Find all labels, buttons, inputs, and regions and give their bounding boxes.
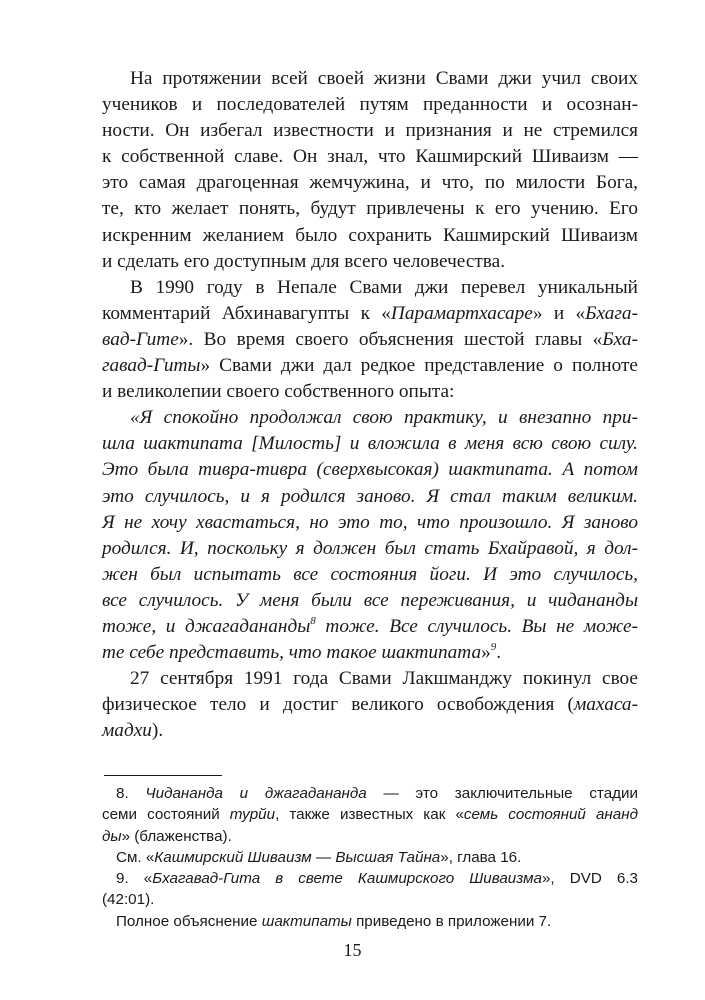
text-line: 27 сентября 1991 года Свами Лакшманджу покинул свое xyxy=(130,668,638,690)
text-line xyxy=(102,718,638,744)
text-run: ). xyxy=(151,720,164,742)
text-line xyxy=(102,301,638,327)
text-run: семи состояний xyxy=(102,806,230,824)
footnote-9-line xyxy=(102,868,638,889)
term: ды xyxy=(102,827,122,845)
book-title: Кашмирский Шиваизм — Высшая Тайна xyxy=(154,848,441,866)
text-run: » и « xyxy=(532,302,586,324)
quote-line: все случилось. У меня были все переживания, и чидананды xyxy=(102,589,638,611)
footnote-ref-8[interactable]: 8 xyxy=(310,614,316,627)
quote-line: жен был испытать все состояния йоги. И это случилось, xyxy=(102,563,638,585)
closing-quote: » xyxy=(481,642,491,664)
text-run: 9. « xyxy=(116,870,153,888)
footnote-9-line: (42:01). xyxy=(102,891,155,909)
text-run: физическое тело и достиг великого освобождения ( xyxy=(102,694,574,716)
footnote-8-line xyxy=(102,826,638,847)
footnote-ref-9[interactable]: 9 xyxy=(490,641,497,654)
quote-line: «Я спокойно продолжал свою практику, и внезапно при- xyxy=(130,407,638,429)
text-line: В 1990 году в Непале Свами джи перевел уникальный xyxy=(130,276,638,298)
page-number: 15 xyxy=(343,940,362,960)
text-run: » (блаженства). xyxy=(121,827,232,845)
text-run: », DVD 6.3 xyxy=(541,870,638,888)
footnote-8-line xyxy=(102,783,638,804)
term: махаса- xyxy=(573,694,638,716)
work-title: Бхага- xyxy=(585,302,638,324)
text-line: к собственной славе. Он знал, что Кашмирский Шиваизм — xyxy=(102,146,638,168)
text-line: и великолепии своего собственного опыта: xyxy=(102,381,455,403)
term: турйи xyxy=(229,806,276,824)
text-run: тоже. Все случилось. Вы не може- xyxy=(315,615,639,637)
text-run: Полное объяснение xyxy=(116,912,262,930)
footnote-reference-line xyxy=(102,847,638,868)
quote-line: Это была тивра-тивра (сверхвысокая) шактипата. А потом xyxy=(102,459,638,481)
work-title: гавад-Гиты xyxy=(102,355,201,377)
block-quote xyxy=(102,405,638,666)
text-run: », глава 16. xyxy=(440,848,522,866)
text-line: искренним желанием было сохранить Кашмирский Шиваизм xyxy=(102,224,638,246)
term: семь состояний ананд xyxy=(463,806,638,824)
text-line: это самая драгоценная жемчужина, и что, по милости Бога, xyxy=(102,172,638,194)
work-title: Парамартхасаре xyxy=(390,302,533,324)
main-text xyxy=(102,66,638,744)
paragraph-2 xyxy=(102,275,638,405)
quote-line: Я не хочу хвастаться, но это то, что произошло. Я заново xyxy=(102,511,638,533)
text-line: те, кто желает понять, будут привлечены к его учению. Его xyxy=(102,198,638,220)
text-run: те себе представить, что такое шактипата xyxy=(102,642,482,664)
text-run: приведено в приложении 7. xyxy=(351,912,552,930)
work-title: Бхагавад-Гита в свете Кашмирского Шиваизма xyxy=(152,870,542,888)
term: Чидананда и джагадананда xyxy=(145,785,367,802)
text-line: учеников и последователей путям преданности и осознан- xyxy=(102,94,638,116)
text-run: комментарий Абхинавагупты к « xyxy=(102,302,391,324)
text-line xyxy=(102,353,638,379)
footnote-appendix-line xyxy=(102,911,638,932)
text-run: тоже, и джагадананды xyxy=(102,615,311,637)
text-line: На протяжении всей своей жизни Свами джи учил своих xyxy=(130,68,638,89)
text-run: . xyxy=(496,642,502,664)
text-line: ности. Он избегал известности и признания и не стремился xyxy=(102,120,638,142)
quote-line: родился. И, поскольку я должен был стать Бхайравой, я дол- xyxy=(102,537,638,559)
footnotes xyxy=(102,783,638,932)
quote-line xyxy=(102,614,638,640)
paragraph-3 xyxy=(102,666,638,744)
text-line xyxy=(102,692,638,718)
text-line: и сделать его доступным для всего человечества. xyxy=(102,250,506,272)
footnote-8-line xyxy=(102,804,638,825)
quote-line xyxy=(102,640,638,666)
text-run: См. « xyxy=(116,848,155,866)
quote-line: это случилось, и я родился заново. Я стал таким великим. xyxy=(102,485,638,507)
text-run: 8. xyxy=(116,785,146,802)
quote-line: шла шактипата [Милость] и вложила в меня всю свою силу. xyxy=(102,433,638,455)
term: мадхи xyxy=(102,720,152,742)
footnote-divider xyxy=(104,775,222,776)
term: шактипаты xyxy=(261,912,352,930)
work-title: вад-Гите xyxy=(102,328,179,350)
paragraph-1 xyxy=(102,66,638,275)
work-title: Бха- xyxy=(602,328,638,350)
text-line xyxy=(102,327,638,353)
text-run: , также известных как « xyxy=(275,806,464,824)
text-run: » Свами джи дал редкое представление о полноте xyxy=(200,355,638,377)
text-run: — это заключительные стадии xyxy=(366,785,638,802)
text-run: ». Во время своего объяснения шестой главы « xyxy=(178,328,603,350)
